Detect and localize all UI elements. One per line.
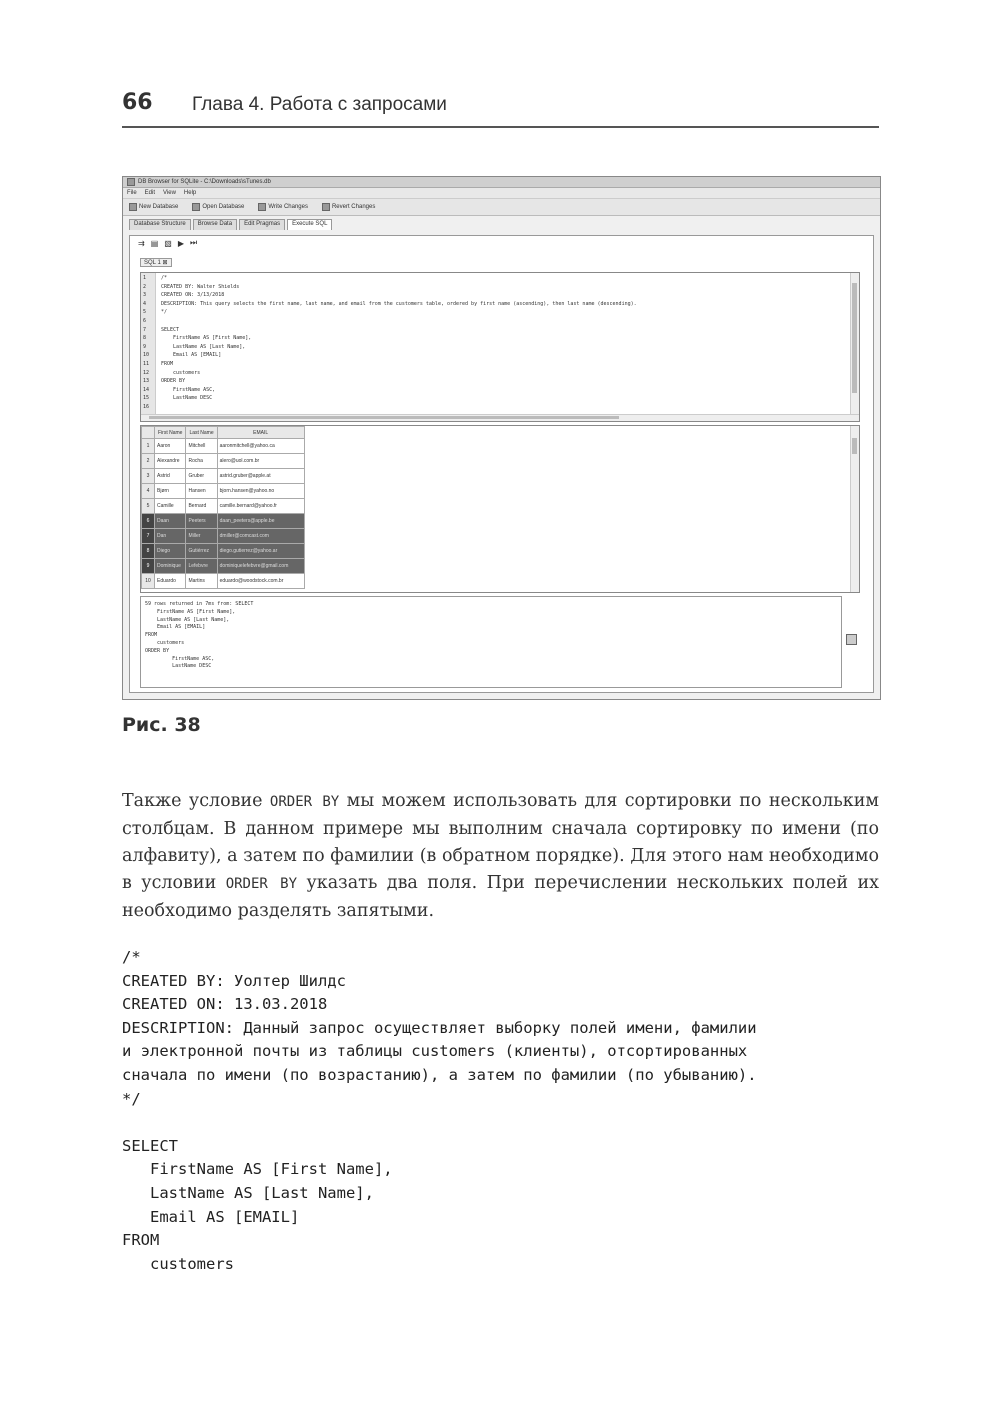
- editor-line: [143, 361, 173, 368]
- paragraph-keyword-2: ORDER BY: [225, 876, 298, 892]
- cell-first-name[interactable]: Alexandre: [155, 454, 186, 469]
- code-listing-line: customers: [122, 1254, 234, 1273]
- cell-email[interactable]: dmiller@comcast.com: [217, 529, 304, 544]
- cell-email[interactable]: alero@uol.com.br: [217, 454, 304, 469]
- line-text: */: [161, 309, 168, 316]
- new-database-icon: [129, 203, 137, 211]
- line-text: customers: [161, 369, 201, 376]
- figure-caption: Рис. 38: [122, 714, 201, 736]
- log-clear-icon[interactable]: [846, 634, 857, 645]
- table-row[interactable]: [142, 469, 305, 484]
- line-number: 11: [143, 361, 150, 367]
- code-listing-line: CREATED BY: Уолтер Шилдс: [122, 971, 346, 990]
- table-row[interactable]: [142, 559, 305, 574]
- code-listing-line: и электронной почты из таблицы customers (клиенты), отсортированных: [122, 1042, 748, 1061]
- cell-first-name[interactable]: Bjørn: [155, 484, 186, 499]
- editor-line: [143, 301, 637, 308]
- line-text: FROM: [161, 361, 174, 367]
- message-log: [140, 596, 842, 688]
- tab-edit-pragmas[interactable]: Edit Pragmas: [239, 219, 285, 230]
- log-line: FROM: [145, 632, 158, 639]
- line-number: 5: [143, 309, 147, 316]
- cell-email[interactable]: aaronmitchell@yahoo.ca: [217, 439, 304, 454]
- tab-browse-data[interactable]: Browse Data: [193, 219, 237, 230]
- line-text: CREATED ON: 3/13/2018: [161, 292, 225, 299]
- results-vscrollbar[interactable]: [850, 426, 859, 592]
- execute-line-icon[interactable]: ⏭: [189, 238, 198, 247]
- line-number: 12: [143, 369, 150, 376]
- line-number: 16: [143, 404, 150, 410]
- editor-line: [143, 344, 245, 351]
- corner-header: [142, 427, 155, 439]
- row-number[interactable]: 2: [142, 454, 155, 469]
- line-number: 10: [143, 352, 150, 359]
- cell-email[interactable]: camille.bernard@yahoo.fr: [217, 499, 304, 514]
- paragraph-text-2: мы можем использовать для сортировки по нескольким столбцам. В данном примере мы выполним сначала сортировку по имени (по алфавиту), а затем по фамилии (в обратном порядке). Для этого нам необходимо в условии: [122, 791, 879, 893]
- table-row[interactable]: [142, 544, 305, 559]
- open-file-icon[interactable]: ▤: [150, 238, 159, 248]
- cell-email[interactable]: astrid.gruber@apple.at: [217, 469, 304, 484]
- revert-changes-label: Revert Changes: [331, 204, 376, 210]
- write-changes-icon: [258, 203, 266, 211]
- table-row[interactable]: [142, 574, 305, 589]
- code-listing-line: SELECT: [122, 1136, 178, 1155]
- line-number: 2: [143, 283, 147, 290]
- editor-line: [143, 275, 167, 282]
- cell-last-name[interactable]: Peeters: [186, 514, 217, 529]
- cell-first-name[interactable]: Dominique: [155, 559, 186, 574]
- page-header: [122, 88, 879, 128]
- row-number[interactable]: 8: [142, 544, 155, 559]
- sql-editor[interactable]: [140, 272, 860, 422]
- results-grid: [140, 425, 860, 593]
- cell-first-name[interactable]: Aaron: [155, 439, 186, 454]
- editor-hscroll-thumb[interactable]: [149, 416, 619, 419]
- new-database-button[interactable]: [129, 203, 178, 211]
- line-text: LastName AS [Last Name],: [161, 343, 246, 350]
- row-number[interactable]: 1: [142, 439, 155, 454]
- log-line: customers: [145, 640, 185, 646]
- editor-line: [143, 284, 239, 291]
- line-text: CREATED BY: Walter Shields: [161, 283, 240, 290]
- editor-line: [143, 309, 167, 316]
- cell-email[interactable]: daan_peeters@apple.be: [217, 514, 304, 529]
- row-number[interactable]: 3: [142, 469, 155, 484]
- write-changes-button[interactable]: [258, 203, 308, 211]
- line-text: FirstName ASC,: [161, 386, 216, 393]
- editor-vscroll-thumb[interactable]: [852, 283, 857, 393]
- menu-help[interactable]: Help: [183, 190, 197, 196]
- cell-last-name[interactable]: Gruber: [186, 469, 217, 484]
- cell-email[interactable]: dominiquelefebvre@gmail.com: [217, 559, 304, 574]
- line-number: 15: [143, 395, 150, 402]
- tab-database-structure[interactable]: Database Structure: [129, 219, 191, 230]
- line-text: Email AS [EMAIL]: [161, 352, 222, 359]
- body-paragraph: [122, 788, 879, 925]
- menu-bar: [123, 188, 880, 199]
- cell-first-name[interactable]: Astrid: [155, 469, 186, 484]
- line-text: SELECT: [161, 326, 180, 333]
- cell-last-name[interactable]: Miller: [186, 529, 217, 544]
- line-text: [153, 404, 161, 410]
- table-row[interactable]: [142, 454, 305, 469]
- cell-first-name[interactable]: Diego: [155, 544, 186, 559]
- page-number: 66: [122, 90, 153, 115]
- line-text: /*: [161, 275, 168, 281]
- paragraph-text-3: указать два поля. При перечислении нескольких полей их необходимо разделять запятыми.: [122, 873, 879, 921]
- cell-first-name[interactable]: Dan: [155, 529, 186, 544]
- row-number[interactable]: 10: [142, 574, 155, 589]
- write-changes-label: Write Changes: [268, 204, 308, 210]
- editor-line: [143, 335, 251, 342]
- cell-last-name[interactable]: Rocha: [186, 454, 217, 469]
- menu-edit[interactable]: Edit: [144, 190, 156, 196]
- main-toolbar: [123, 199, 880, 216]
- line-number: 9: [143, 343, 147, 350]
- line-text: LastName DESC: [161, 395, 213, 402]
- editor-line: [143, 318, 161, 325]
- editor-hscrollbar[interactable]: [141, 414, 859, 421]
- code-listing-line: CREATED ON: 13.03.2018: [122, 995, 328, 1014]
- row-number[interactable]: 5: [142, 499, 155, 514]
- revert-changes-icon: [322, 203, 330, 211]
- editor-line: [143, 378, 185, 385]
- log-line: FirstName ASC,: [145, 655, 215, 662]
- column-header-last-name[interactable]: Last Name: [186, 427, 217, 439]
- cell-first-name[interactable]: Camille: [155, 499, 186, 514]
- line-number: 3: [143, 292, 147, 299]
- table-row[interactable]: [142, 529, 305, 544]
- code-listing-line: FROM: [122, 1231, 160, 1250]
- cell-email[interactable]: diego.gutierrez@yahoo.ar: [217, 544, 304, 559]
- execute-sql-panel: [129, 235, 874, 693]
- menu-file[interactable]: File: [127, 190, 137, 196]
- code-listing-line: DESCRIPTION: Данный запрос осуществляет выборку полей имени, фамилии: [122, 1018, 757, 1037]
- tab-sql-1[interactable]: [140, 258, 172, 267]
- menu-view[interactable]: View: [163, 190, 176, 196]
- table-row[interactable]: [142, 484, 305, 499]
- paragraph-keyword-1: ORDER BY: [269, 794, 340, 810]
- window-title: DB Browser for SQLite - C:\Downloads\sTunes.db: [138, 179, 271, 185]
- table-row[interactable]: [142, 439, 305, 454]
- cell-first-name[interactable]: Daan: [155, 514, 186, 529]
- line-number: 13: [143, 378, 150, 385]
- line-number: 8: [143, 335, 147, 342]
- log-line: LastName DESC: [145, 663, 212, 670]
- open-database-icon: [192, 203, 200, 211]
- tab-execute-sql[interactable]: Execute SQL: [287, 219, 332, 230]
- code-listing-line: сначала по имени (по возрастанию), а затем по фамилии (по убыванию).: [122, 1065, 757, 1084]
- main-tabs: [123, 219, 880, 230]
- code-listing-line: LastName AS [Last Name],: [122, 1183, 374, 1202]
- line-text: [153, 318, 161, 324]
- line-number: 1: [143, 275, 147, 281]
- log-line: 59 rows returned in 7ms from: SELECT: [145, 601, 254, 607]
- close-icon[interactable]: ⊠: [162, 260, 168, 266]
- line-number: 14: [143, 386, 150, 393]
- cell-first-name[interactable]: Eduardo: [155, 574, 186, 589]
- column-header-first-name[interactable]: First Name: [155, 427, 186, 439]
- row-number[interactable]: 4: [142, 484, 155, 499]
- window-titlebar: [123, 177, 880, 188]
- line-text: FirstName AS [First Name],: [161, 335, 252, 342]
- row-number[interactable]: 7: [142, 529, 155, 544]
- editor-vscrollbar[interactable]: [850, 273, 859, 421]
- paragraph-text-1: Также условие: [122, 791, 270, 811]
- open-database-label: Open Database: [202, 204, 245, 210]
- code-listing-line: Email AS [EMAIL]: [122, 1207, 300, 1226]
- save-file-icon[interactable]: ▧: [164, 238, 172, 248]
- editor-line: [143, 404, 161, 411]
- cell-email[interactable]: bjorn.hansen@yahoo.no: [217, 484, 304, 499]
- cell-email[interactable]: eduardo@woodstock.com.br: [217, 574, 304, 589]
- new-database-label: New Database: [139, 204, 179, 210]
- table-row[interactable]: [142, 499, 305, 514]
- code-listing-line: /*: [122, 948, 141, 966]
- editor-line: [143, 387, 215, 394]
- results-table: [141, 426, 305, 589]
- sql-tab-label: SQL 1: [144, 260, 161, 266]
- line-number: 4: [143, 300, 147, 307]
- table-row[interactable]: [142, 514, 305, 529]
- cell-last-name[interactable]: Gutiérrez: [186, 544, 217, 559]
- cell-last-name[interactable]: Lefebvre: [186, 559, 217, 574]
- code-listing: [122, 946, 757, 1276]
- results-vscroll-thumb[interactable]: [852, 438, 857, 454]
- editor-line: [143, 292, 224, 299]
- row-number[interactable]: 6: [142, 514, 155, 529]
- editor-line: [143, 352, 221, 359]
- log-line: Email AS [EMAIL]: [145, 624, 206, 631]
- cell-last-name[interactable]: Hansen: [186, 484, 217, 499]
- app-screenshot: [122, 176, 881, 700]
- revert-changes-button[interactable]: [322, 203, 375, 211]
- log-line: ORDER BY: [145, 647, 170, 654]
- line-number: 7: [143, 326, 147, 333]
- code-listing-line: */: [122, 1089, 141, 1108]
- line-text: ORDER BY: [161, 378, 186, 385]
- open-database-button[interactable]: [192, 203, 244, 211]
- log-line: FirstName AS [First Name],: [145, 608, 236, 615]
- editor-line: [143, 395, 212, 402]
- editor-line: [143, 327, 179, 334]
- row-number[interactable]: 9: [142, 559, 155, 574]
- cell-last-name[interactable]: Mitchell: [186, 439, 217, 454]
- code-listing-line: [122, 1111, 757, 1135]
- column-header-email[interactable]: EMAIL: [217, 427, 304, 439]
- cell-last-name[interactable]: Bernard: [186, 499, 217, 514]
- cell-last-name[interactable]: Martins: [186, 574, 217, 589]
- code-listing-line: FirstName AS [First Name],: [122, 1160, 393, 1179]
- open-tab-icon[interactable]: ⇉: [138, 238, 145, 248]
- editor-line: [143, 370, 200, 377]
- execute-icon[interactable]: ▶: [177, 238, 184, 248]
- line-number: 6: [143, 318, 147, 324]
- app-icon: [127, 178, 135, 186]
- log-line: LastName AS [Last Name],: [145, 616, 230, 623]
- sql-toolbar: [130, 236, 873, 250]
- chapter-title: Глава 4. Работа с запросами: [192, 94, 447, 115]
- line-text: DESCRIPTION: This query selects the first name, last name, and email from the customers table, ordered by first name (ascending), then last name (descending).: [161, 300, 637, 307]
